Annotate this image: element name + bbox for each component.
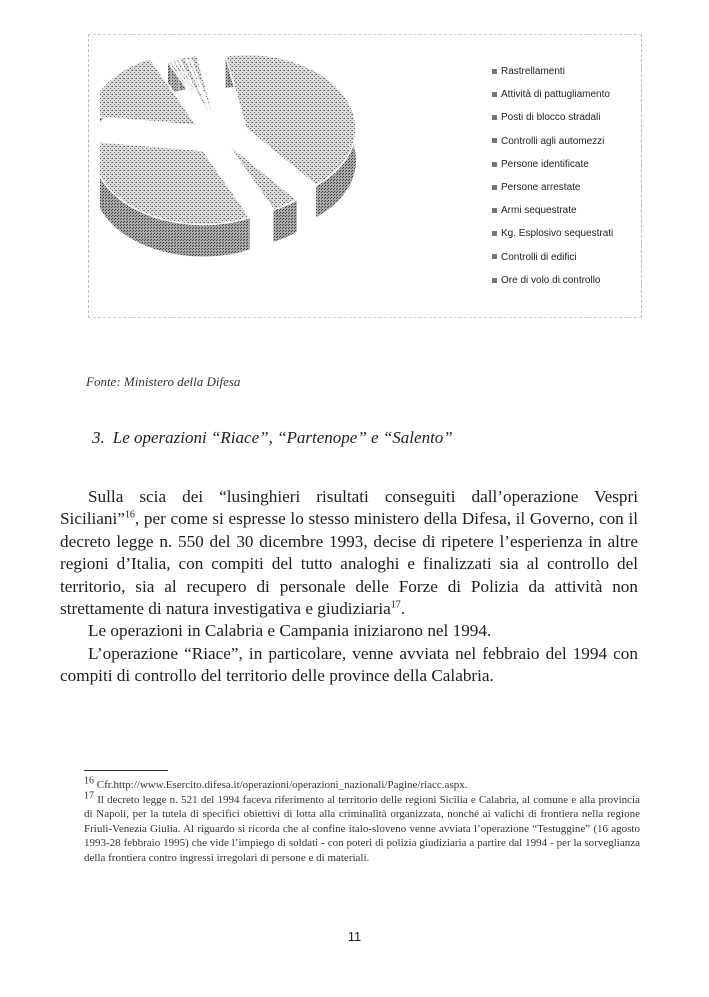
section-heading (92, 428, 453, 448)
legend-marker (492, 185, 497, 190)
footnote: $^{16}$ Cfr.http://www.Esercito.difesa.it/operazioni/operazioni_nazionali/Pagine/riacc.aspx. (84, 775, 468, 791)
legend-item (492, 85, 640, 108)
body-text (60, 486, 638, 688)
section-number: 3. (92, 428, 105, 447)
legend-marker (492, 254, 497, 259)
page-number: 11 (347, 929, 362, 944)
legend-marker (492, 69, 497, 74)
legend-marker (492, 162, 497, 167)
source-caption: Fonte: Ministero della Difesa (86, 374, 241, 389)
legend-item (492, 155, 640, 178)
legend-item (492, 224, 640, 247)
legend-label: Controlli agli automezzi (501, 135, 605, 147)
legend-label: Ore di volo di controllo (501, 274, 601, 286)
pie-chart (100, 50, 440, 280)
paragraph: Sulla scia dei “lusinghieri risultati conseguiti dall’operazione Vespri Siciliani”$^{16}$, per come si espresse lo stesso ministero della Difesa, il Governo, con il decreto legge n. 550 del 30 dicembre 1993, decise di ripetere l’esperienza in altre regioni d’Italia, con compiti del tutto analoghi e finalizzati sia al controllo del territorio, sia al recupero di personale delle Forze di Polizia da attività non strettamente di natura investigativa e giudiziaria$^{17}$. (60, 487, 638, 619)
legend-label: Posti di blocco stradali (501, 112, 601, 124)
legend-marker (492, 138, 497, 143)
legend-item (492, 248, 640, 271)
legend-marker (492, 92, 497, 97)
legend-marker (492, 278, 497, 283)
footnote-divider (84, 770, 168, 771)
legend-label: Rastrellamenti (501, 66, 565, 77)
legend-label: Kg. Esplosivo sequestrati (501, 228, 614, 240)
legend-marker (492, 115, 497, 120)
legend-item (492, 271, 640, 294)
footnotes (84, 775, 640, 865)
legend-item (492, 178, 640, 201)
legend-item (492, 201, 640, 224)
legend-item (492, 132, 640, 155)
paragraph: Le operazioni in Calabria e Campania iniziarono nel 1994. (88, 621, 492, 641)
chart-legend (492, 62, 640, 294)
legend-item (492, 62, 640, 85)
legend-label: Attività di pattugliamento (501, 89, 610, 101)
legend-label: Persone identificate (501, 158, 589, 170)
legend-marker (492, 231, 497, 236)
paragraph: L’operazione “Riace”, in particolare, venne avviata nel febbraio del 1994 con compiti di controllo del territorio delle province della Calabria. (60, 643, 638, 686)
legend-label: Armi sequestrate (501, 205, 577, 217)
legend-marker (492, 208, 497, 213)
footnote-ref: 17 (390, 599, 401, 611)
legend-label: Persone arrestate (501, 181, 581, 193)
footnote: $^{17}$ Il decreto legge n. 521 del 1994 faceva riferimento al territorio delle regioni Sicilia e Calabria, al comune e alla provincia di Napoli, per la tutela di specifici obiettivi di lotta alla criminalità organizzata, nonché ai valichi di frontiera nella regione Friuli-Venezia Giulia. Al riguardo si ricorda che al confine italo-sloveno venne avviata l’operazione “Testuggine” (16 agosto 1993-28 febbraio 1995) che vide l’impiego di soldati - con poteri di polizia giudiziaria a partire dal 1994 - per la sorveglianza della frontiera contro ingressi irregolari di persone e di materiali. (84, 789, 640, 864)
section-title: Le operazioni “Riace”, “Partenope” e “Salento” (112, 428, 453, 447)
legend-item (492, 108, 640, 131)
legend-label: Controlli di edifici (501, 251, 577, 263)
footnote-ref: 16 (124, 509, 135, 521)
